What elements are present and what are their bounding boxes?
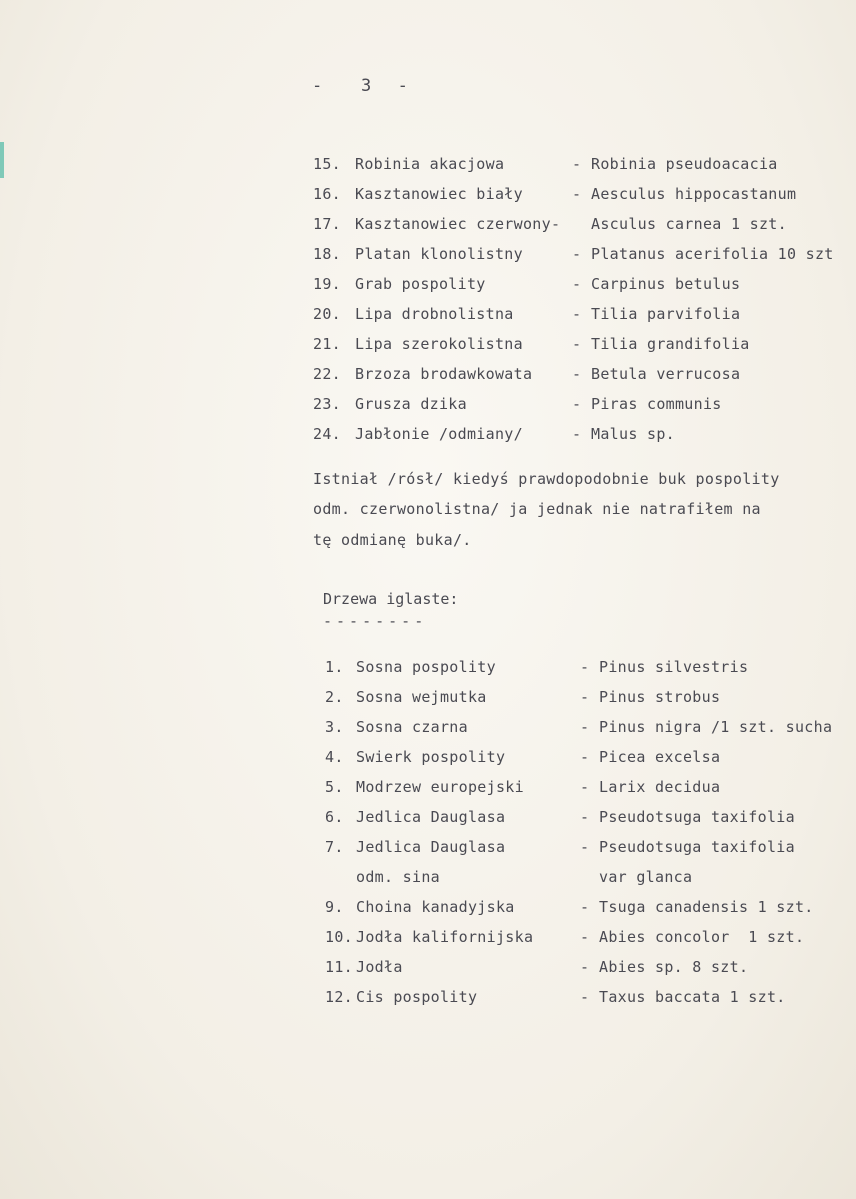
polish-name: Sosna czarna xyxy=(356,718,468,736)
polish-name: Choina kanadyjska xyxy=(356,898,515,916)
polish-name: Robinia akacjowa xyxy=(355,155,505,173)
item-number: 4. xyxy=(325,748,344,766)
latin-name: Aesculus hippocastanum xyxy=(591,185,797,203)
polish-name: Brzoza brodawkowata xyxy=(355,365,533,383)
item-number: 15. xyxy=(313,155,341,173)
separator-dash: - xyxy=(572,245,582,263)
item-number: 1. xyxy=(325,658,344,676)
polish-name: Kasztanowiec czerwony- xyxy=(355,215,561,233)
separator-dash: - xyxy=(572,335,582,353)
item-number: 3. xyxy=(325,718,344,736)
latin-name: Carpinus betulus xyxy=(591,275,741,293)
item-number: 23. xyxy=(313,395,341,413)
polish-name: Lipa drobnolistna xyxy=(355,305,514,323)
paragraph-line-2: odm. czerwonolistna/ ja jednak nie natrafiłem na xyxy=(313,500,761,518)
conifer-heading-underline: -------- xyxy=(323,612,428,630)
separator-dash: - xyxy=(580,658,590,676)
latin-name: Taxus baccata 1 szt. xyxy=(599,988,786,1006)
latin-name: var glanca xyxy=(599,868,693,886)
separator-dash: - xyxy=(580,778,590,796)
item-number: 2. xyxy=(325,688,344,706)
separator-dash: - xyxy=(572,275,582,293)
separator-dash: - xyxy=(572,155,582,173)
item-number: 22. xyxy=(313,365,341,383)
separator-dash: - xyxy=(580,928,590,946)
latin-name: Abies concolor 1 szt. xyxy=(599,928,805,946)
polish-name: Jedlica Dauglasa xyxy=(356,808,506,826)
item-number: 9. xyxy=(325,898,344,916)
separator-dash: - xyxy=(572,365,582,383)
latin-name: Piras communis xyxy=(591,395,722,413)
latin-name: Asculus carnea 1 szt. xyxy=(591,215,787,233)
paragraph-line-3: tę odmianę buka/. xyxy=(313,531,472,549)
edge-mark xyxy=(0,142,4,178)
polish-name: Lipa szerokolistna xyxy=(355,335,523,353)
item-number: 7. xyxy=(325,838,344,856)
item-number: 21. xyxy=(313,335,341,353)
separator-dash: - xyxy=(572,305,582,323)
polish-name: Platan klonolistny xyxy=(355,245,523,263)
polish-name: Swierk pospolity xyxy=(356,748,506,766)
polish-name: Modrzew europejski xyxy=(356,778,524,796)
latin-name: Tilia parvifolia xyxy=(591,305,741,323)
conifer-heading: Drzewa iglaste: xyxy=(323,590,459,608)
item-number: 19. xyxy=(313,275,341,293)
latin-name: Larix decidua xyxy=(599,778,721,796)
separator-dash: - xyxy=(580,748,590,766)
paragraph-line-1: Istniał /rósł/ kiedyś prawdopodobnie buk pospolity xyxy=(313,470,780,488)
separator-dash: - xyxy=(580,988,590,1006)
polish-name: Grusza dzika xyxy=(355,395,467,413)
item-number: 20. xyxy=(313,305,341,323)
latin-name: Pinus strobus xyxy=(599,688,721,706)
item-number: 18. xyxy=(313,245,341,263)
item-number: 17. xyxy=(313,215,341,233)
separator-dash: - xyxy=(580,898,590,916)
page-number: - 3 - xyxy=(312,76,410,96)
item-number: 11. xyxy=(325,958,353,976)
latin-name: Pinus nigra /1 szt. sucha xyxy=(599,718,833,736)
latin-name: Pseudotsuga taxifolia xyxy=(599,838,795,856)
latin-name: Picea excelsa xyxy=(599,748,721,766)
latin-name: Abies sp. 8 szt. xyxy=(599,958,749,976)
latin-name: Pseudotsuga taxifolia xyxy=(599,808,795,826)
polish-name: Jedlica Dauglasa xyxy=(356,838,506,856)
polish-name: odm. sina xyxy=(356,868,440,886)
separator-dash: - xyxy=(580,718,590,736)
polish-name: Sosna pospolity xyxy=(356,658,496,676)
latin-name: Pinus silvestris xyxy=(599,658,749,676)
latin-name: Malus sp. xyxy=(591,425,675,443)
item-number: 5. xyxy=(325,778,344,796)
latin-name: Betula verrucosa xyxy=(591,365,741,383)
separator-dash: - xyxy=(572,425,582,443)
item-number: 12. xyxy=(325,988,353,1006)
latin-name: Platanus acerifolia 10 szt xyxy=(591,245,834,263)
separator-dash: - xyxy=(572,185,582,203)
polish-name: Jodła xyxy=(356,958,403,976)
separator-dash: - xyxy=(580,808,590,826)
separator-dash: - xyxy=(580,958,590,976)
polish-name: Jabłonie /odmiany/ xyxy=(355,425,523,443)
separator-dash: - xyxy=(580,838,590,856)
polish-name: Cis pospolity xyxy=(356,988,478,1006)
polish-name: Grab pospolity xyxy=(355,275,486,293)
latin-name: Tsuga canadensis 1 szt. xyxy=(599,898,814,916)
latin-name: Tilia grandifolia xyxy=(591,335,750,353)
latin-name: Robinia pseudoacacia xyxy=(591,155,778,173)
item-number: 24. xyxy=(313,425,341,443)
separator-dash: - xyxy=(572,395,582,413)
polish-name: Jodła kalifornijska xyxy=(356,928,534,946)
polish-name: Sosna wejmutka xyxy=(356,688,487,706)
item-number: 6. xyxy=(325,808,344,826)
item-number: 16. xyxy=(313,185,341,203)
item-number: 10. xyxy=(325,928,353,946)
polish-name: Kasztanowiec biały xyxy=(355,185,523,203)
separator-dash: - xyxy=(580,688,590,706)
